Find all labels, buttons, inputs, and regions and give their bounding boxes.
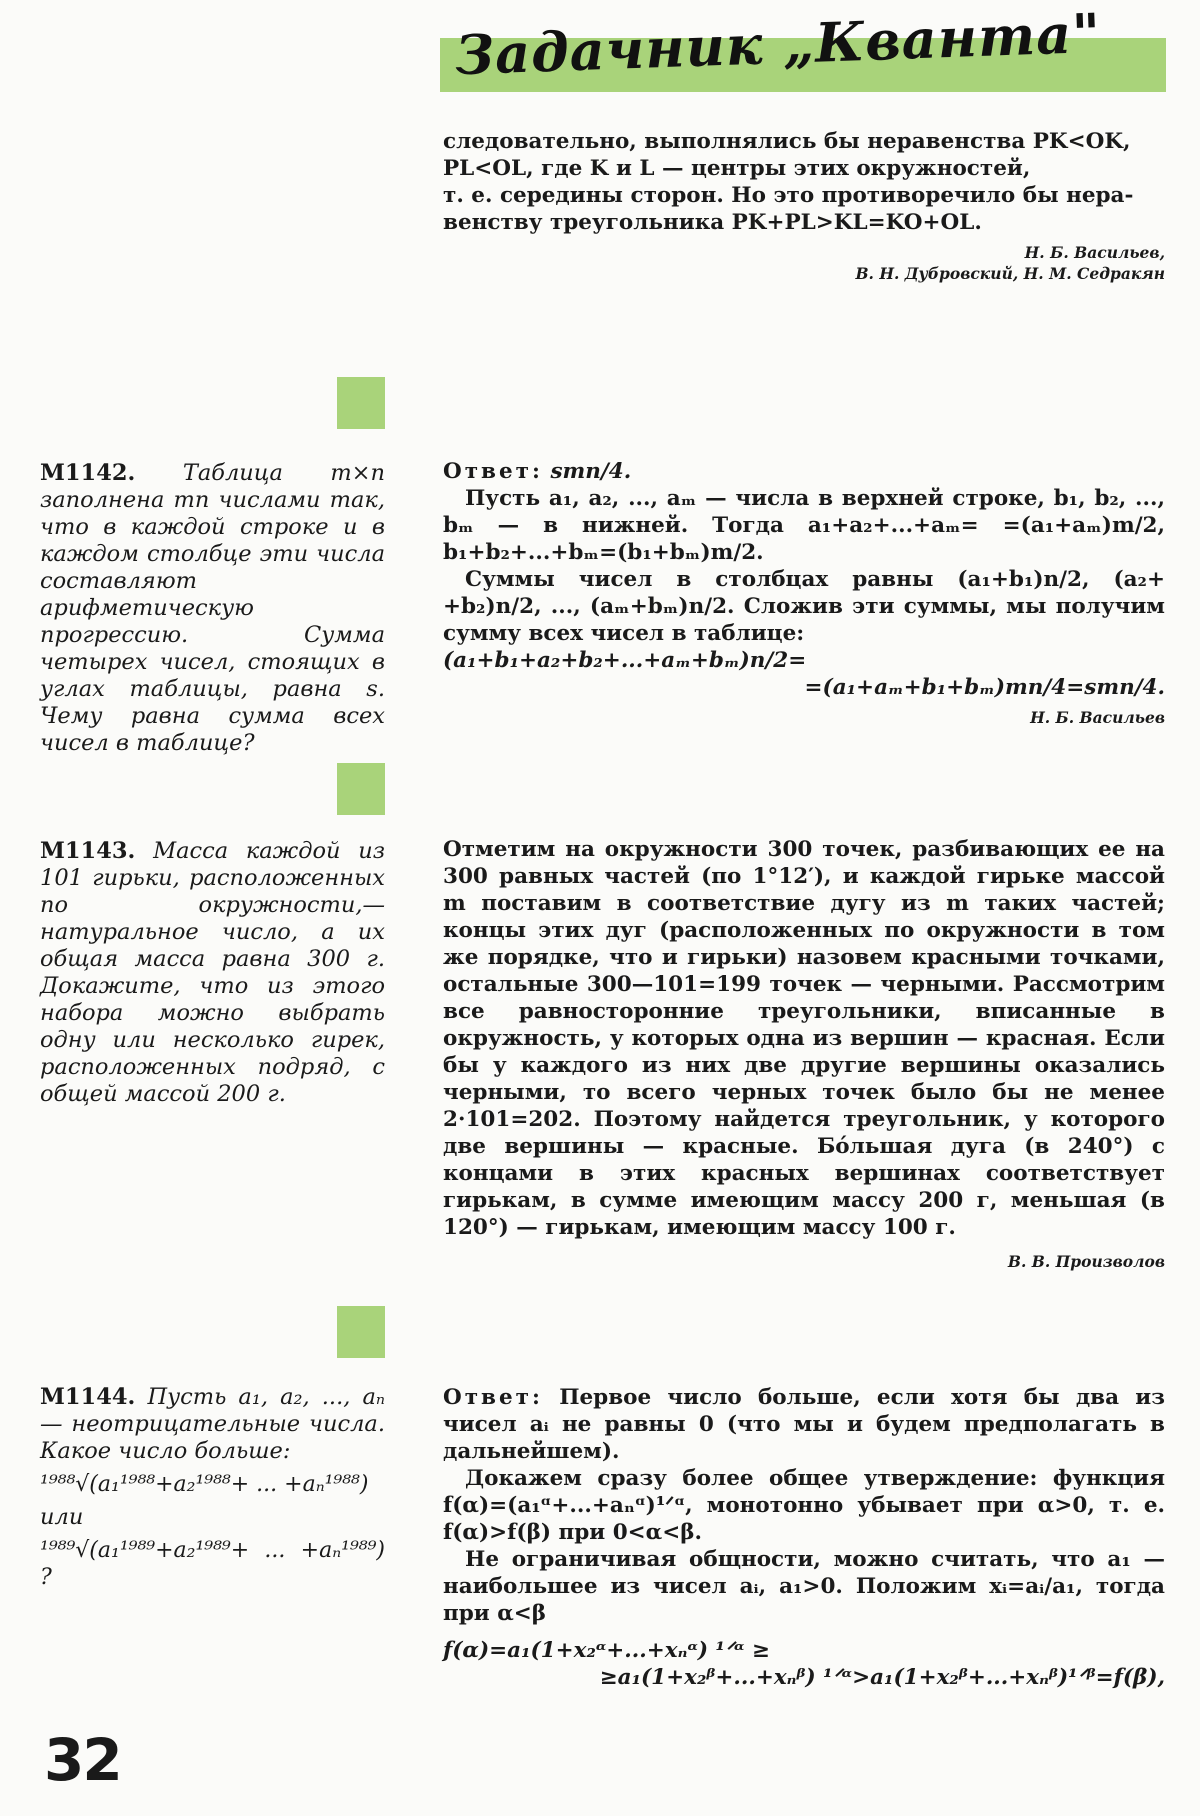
answer-value: smn/4. (550, 459, 632, 484)
problem-number: М1142. (40, 460, 136, 486)
signature: Н. Б. Васильев (1030, 708, 1165, 727)
intro-line: PL<OL, где K и L — центры этих окружностей, (443, 156, 1031, 181)
section-marker-1144 (337, 1306, 385, 1358)
root-expression-2: ¹⁹⁸⁹√(a₁¹⁹⁸⁹+a₂¹⁹⁸⁹+ ... +aₙ¹⁹⁸⁹) ? (40, 1538, 385, 1590)
formula-line: ≥a₁(1+x₂ᵝ+...+xₙᵝ) ¹ᐟᵅ>a₁(1+x₂ᵝ+...+xₙᵝ)¹ᐟᵝ=f(β), (599, 1665, 1165, 1690)
problem-1142-statement (40, 460, 385, 757)
signature: В. В. Произволов (1007, 1252, 1165, 1271)
solution-paragraph: Отметим на окружности 300 точек, разбивающих ее на 300 равных частей (по 1°12′), и каждой гирьке массой m поставим в соответствие дугу из m таких частей; концы этих дуг (расположенных по окружности в том же порядке, что и гирьки) назовем красными точками, остальные 300—101=199 точек — черными. Рассмотрим все равносторонние треугольники, вписанные в окружность, у которых одна из вершин — красная. Если бы у каждого из них две другие вершины оказались черными, то всего черных точек было бы не менее 2·101=202. Поэтому найдется треугольник, у которого две вершины — красные. Бо́льшая дуга (в 240°) с концами в этих красных вершинах соответствует гирькам, в сумме имеющим массу 200 г, меньшая (в 120°) — гирькам, имеющим массу 100 г. (443, 837, 1165, 1240)
formula-line: f(α)=a₁(1+x₂ᵅ+...+xₙᵅ) ¹ᐟᵅ ≥ (443, 1638, 770, 1663)
root-expression-1: ¹⁹⁸⁸√(a₁¹⁹⁸⁸+a₂¹⁹⁸⁸+ ... +aₙ¹⁹⁸⁸) (40, 1472, 369, 1497)
problem-1144-statement (40, 1384, 385, 1597)
section-marker-1142 (337, 377, 385, 429)
section-marker-1143 (337, 763, 385, 815)
solution-paragraph: Докажем сразу более общее утверждение: функция f(α)=(a₁ᵅ+...+aₙᵅ)¹ᐟᵅ, монотонно убывает при α>0, т. е. f(α)>f(β) при 0<α<β. (443, 1466, 1165, 1545)
problem-1142-solution (443, 458, 1165, 728)
problem-1144-solution (443, 1384, 1165, 1691)
intro-block (443, 128, 1165, 284)
problem-text: Масса каждой из 101 гирьки, расположенных по окружности,— натуральное число, а их общая масса равна 300 г. Докажите, что из этого набора можно выбрать одну или несколько гирек, расположенных подряд, с общей массой 200 г. (40, 838, 385, 1107)
problem-1143-solution (443, 836, 1165, 1272)
header-title: Задачник „Кванта" (454, 0, 1103, 88)
formula-line: =(a₁+aₘ+b₁+bₘ)mn/4=smn/4. (804, 675, 1165, 700)
intro-line: венству треугольника PK+PL>KL=KO+OL. (443, 210, 982, 235)
problem-1143-statement (40, 838, 385, 1108)
intro-signature-2: В. Н. Дубровский, Н. М. Седракян (855, 264, 1165, 283)
intro-line: следовательно, выполнялись бы неравенства PK<OK, (443, 129, 1131, 154)
answer-label: Ответ: (443, 459, 543, 484)
formula-line: (a₁+b₁+a₂+b₂+...+aₘ+bₘ)n/2= (443, 648, 807, 673)
problem-number: М1144. (40, 1384, 136, 1410)
page-number: 32 (44, 1726, 121, 1794)
intro-signature-1: Н. Б. Васильев, (1024, 243, 1165, 262)
intro-line: т. е. середины сторон. Но это противоречило бы нера- (443, 183, 1134, 208)
solution-paragraph: Суммы чисел в столбцах равны (a₁+b₁)n/2, (a₂+ +b₂)n/2, ..., (aₘ+bₘ)n/2. Сложив эти суммы, мы получим сумму всех чисел в таблице: (443, 567, 1165, 646)
answer-text: Первое число больше, если хотя бы два из чисел aᵢ не равны 0 (что мы и будем предполагать в дальнейшем). (443, 1385, 1165, 1464)
solution-paragraph: Не ограничивая общности, можно считать, что a₁ — наибольшее из чисел aᵢ, a₁>0. Положим xᵢ=aᵢ/a₁, тогда при α<β (443, 1547, 1165, 1626)
problem-number: М1143. (40, 838, 136, 864)
solution-paragraph: Пусть a₁, a₂, ..., aₘ — числа в верхней строке, b₁, b₂, ..., bₘ — в нижней. Тогда a₁+a₂+...+aₘ= =(a₁+aₘ)m/2, b₁+b₂+...+bₘ=(b₁+bₘ)m/2. (443, 486, 1165, 565)
or-word: или (40, 1504, 84, 1530)
answer-label: Ответ: (443, 1385, 543, 1410)
problem-text: Пусть a₁, a₂, ..., aₙ — неотрицательные числа. Какое число больше: (40, 1384, 385, 1464)
problem-text: Таблица m×n заполнена mn числами так, что в каждой строке и в каждом столбце эти числа составляют арифметическую прогрессию. Сумма четырех чисел, стоящих в углах таблицы, равна s. Чему равна сумма всех чисел в таблице? (40, 460, 386, 756)
